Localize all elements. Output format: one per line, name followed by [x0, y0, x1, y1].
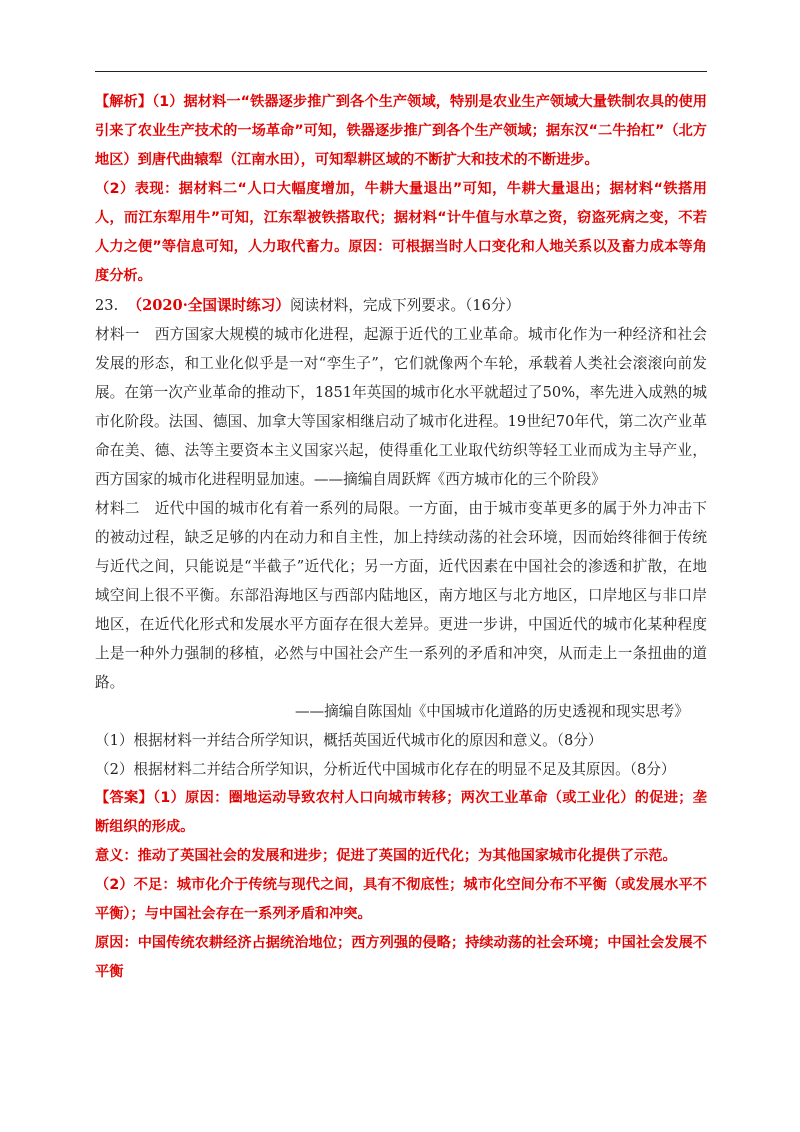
question-header	[95, 291, 707, 320]
question-number: 23.	[95, 297, 119, 314]
question-1: （1）根据材料一并结合所学知识，概括英国近代城市化的原因和意义。（8分）	[95, 732, 603, 749]
material-2-source: ——摘编自陈国灿《中国城市化道路的历史透视和现实思考》	[294, 703, 689, 720]
answer-part-2: （2）不足：城市化介于传统与现代之间，具有不彻底性；城市化空间分布不平衡（或发展水平不平衡）；与中国社会存在一系列矛盾和冲突。	[95, 877, 707, 922]
analysis-text-1: （1）据材料一“铁器逐步推广到各个生产领域，特别是农业生产领域大量铁制农具的使用引来了农业生产技术的一场革命”可知，铁器逐步推广到各个生产领域；据东汉“二牛抬杠”（北方地区）到唐代曲辕犁（江南水田），可知犁耕区域的不断扩大和技术的不断进步。	[95, 94, 707, 168]
answer-tag: 【答案】	[95, 790, 154, 806]
header-rule	[95, 71, 707, 72]
answer-part-2-reason: 原因：中国传统农耕经济占据统治地位；西方列强的侵略；持续动荡的社会环境；中国社会发展不平衡	[95, 935, 707, 980]
analysis-part-1	[95, 88, 707, 175]
question-prompt: 阅读材料，完成下列要求。（16分）	[289, 297, 521, 314]
analysis-part-2: （2）表现：据材料二“人口大幅度增加，牛耕大量退出”可知，牛耕大量退出；据材料“铁搭用人，而江东犁用牛”可知，江东犁被铁搭取代；据材料“计牛值与水草之资，窃盗死病之变，不若人力之便”等信息可知，人力取代畜力。原因：可根据当时人口变化和人地关系以及畜力成本等角度分析。	[95, 181, 707, 284]
document-page	[95, 88, 707, 987]
question-source: （2020·全国课时练习）	[127, 297, 290, 314]
answer-part-1	[95, 784, 707, 842]
question-2: （2）根据材料二并结合所学知识，分析近代中国城市化存在的明显不足及其原因。（8分）	[95, 761, 676, 778]
answer-part-1-meaning: 意义：推动了英国社会的发展和进步；促进了英国的近代化；为其他国家城市化提供了示范。	[95, 848, 677, 864]
analysis-tag: 【解析】	[95, 94, 153, 110]
answer-text-1: （1）原因：圈地运动导致农村人口向城市转移；两次工业革命（或工业化）的促进；垄断组织的形成。	[95, 790, 707, 835]
material-2: 材料二 近代中国的城市化有着一系列的局限。一方面，由于城市变革更多的属于外力冲击下的被动过程，缺乏足够的内在动力和自主性，加上持续动荡的社会环境，因而始终徘徊于传统与近代之间，只能说是“半截子”近代化；另一方面，近代因素在中国社会的渗透和扩散，在地域空间上很不平衡。东部沿海地区与西部内陆地区，南方地区与北方地区，口岸地区与非口岸地区，在近代化形式和发展水平方面存在很大差异。更进一步讲，中国近代的城市化某种程度上是一种外力强制的移植，必然与中国社会产生一系列的矛盾和冲突，从而走上一条扭曲的道路。	[95, 500, 707, 691]
material-1: 材料一 西方国家大规模的城市化进程，起源于近代的工业革命。城市化作为一种经济和社会发展的形态，和工业化似乎是一对“孪生子”，它们就像两个车轮，承载着人类社会滚滚向前发展。在第一次产业革命的推动下，1851年英国的城市化水平就超过了50%，率先进入成熟的城市化阶段。法国、德国、加拿大等国家相继启动了城市化进程。19世纪70年代，第二次产业革命在美、德、法等主要资本主义国家兴起，使得重化工业取代纺织等轻工业而成为主导产业，西方国家的城市化进程明显加速。——摘编自周跃辉《西方城市化的三个阶段》	[95, 326, 707, 488]
